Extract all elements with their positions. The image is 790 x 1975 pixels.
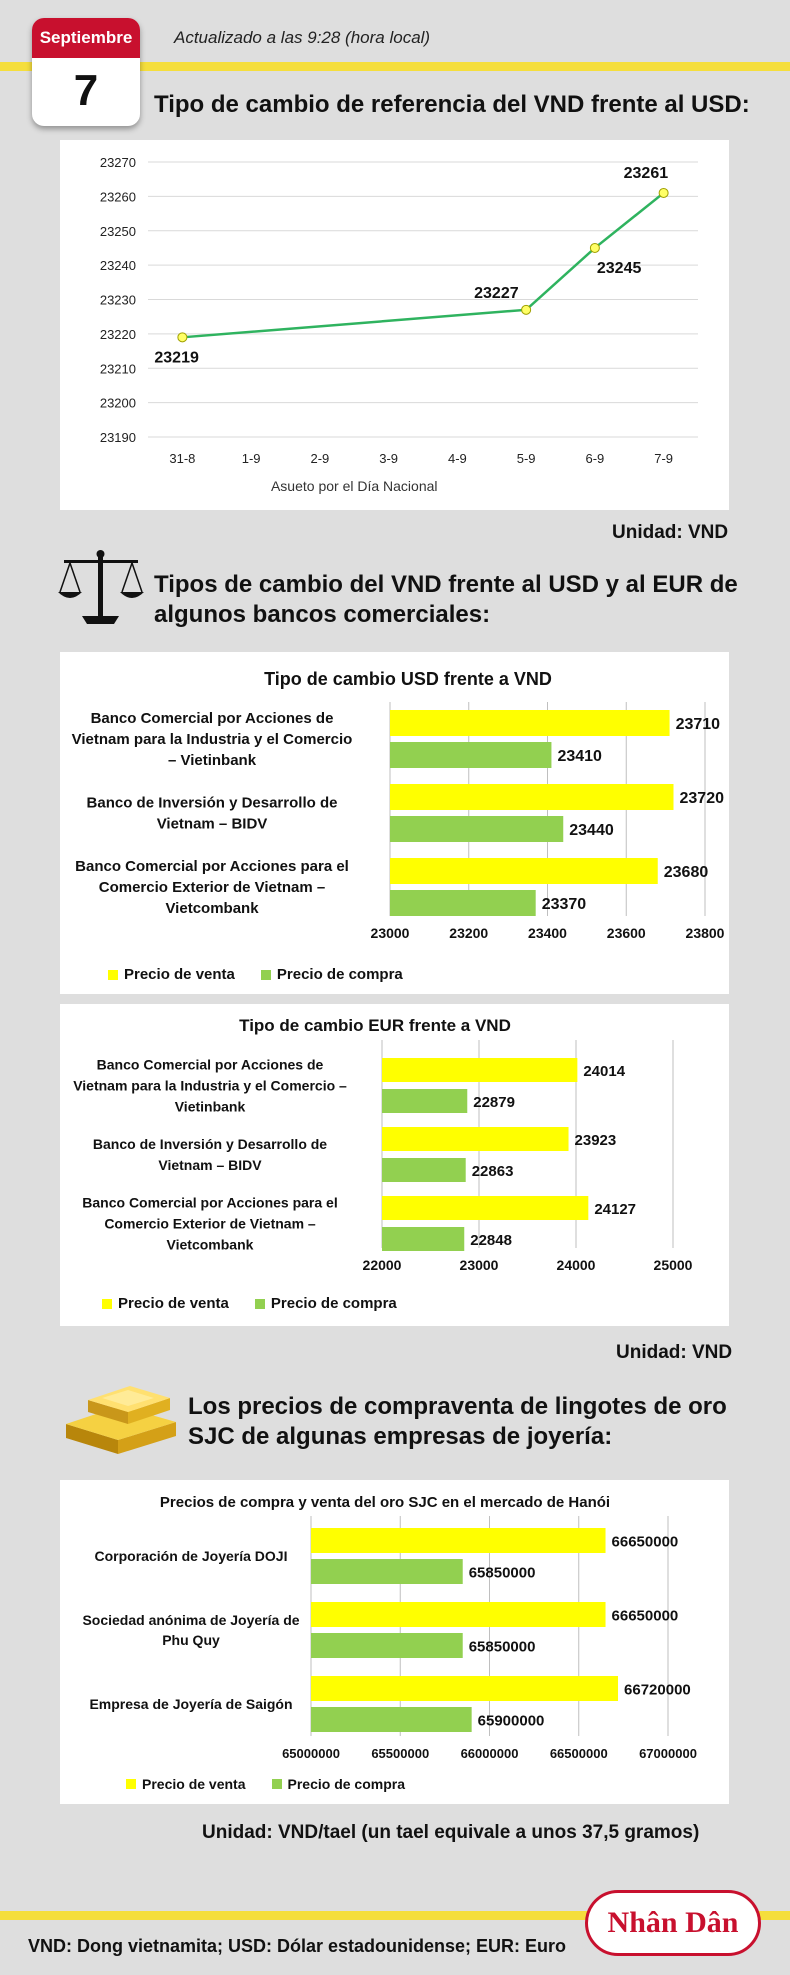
legend-buy (261, 966, 403, 983)
category-label: Vietnam para la Industria y el Comercio (71, 731, 353, 748)
legend-sell-label: Precio de venta (142, 1776, 246, 1792)
sell-bar (311, 1676, 618, 1701)
section3-title-line2: SJC de algunas empresas de joyería: (188, 1423, 613, 1450)
nhandan-logo: Nhân Dân (585, 1890, 761, 1956)
legend-sell-swatch (108, 970, 118, 980)
y-tick-label: 23260 (99, 189, 136, 205)
legend-sell-swatch (126, 1779, 136, 1789)
x-tick-label: 65500000 (371, 1746, 430, 1761)
section3-unit: Unidad: VND/tael (un tael equivale a unos 37,5 gramos) (202, 1822, 700, 1843)
rate-point (659, 188, 668, 197)
legend-buy (272, 1776, 406, 1792)
category-label: Vietcombank (166, 1236, 254, 1253)
eur-chart-legend (102, 1295, 397, 1312)
sell-bar (382, 1058, 577, 1082)
section2-unit: Unidad: VND (616, 1342, 733, 1363)
y-tick-label: 23250 (99, 223, 136, 239)
section2-title-line1: Tipos de cambio del VND frente al USD y al EUR de (154, 571, 738, 598)
data-label: 23410 (557, 748, 602, 765)
calendar-month: Septiembre (32, 18, 140, 58)
legend-buy (255, 1295, 397, 1312)
x-tick-label: 6-9 (585, 451, 605, 466)
buy-bar (382, 1158, 466, 1182)
chart-title: Tipo de cambio EUR frente a VND (239, 1016, 511, 1035)
sell-bar (382, 1196, 588, 1220)
buy-bar (311, 1707, 472, 1732)
y-tick-label: 23230 (99, 292, 136, 308)
category-label: Banco Comercial por Acciones de (96, 1056, 324, 1073)
category-label: Banco Comercial por Acciones para el (75, 858, 349, 875)
category-label: Vietcombank (165, 900, 259, 917)
sell-bar (311, 1602, 606, 1627)
data-label: 23219 (154, 349, 199, 367)
x-tick-label: 24000 (556, 1257, 596, 1273)
data-label: 24127 (594, 1201, 637, 1218)
gold-chart-legend (126, 1776, 405, 1792)
data-label: 23680 (663, 864, 709, 881)
category-label: Phu Quy (162, 1632, 220, 1648)
section2-title-line2: algunos bancos comerciales: (154, 601, 491, 628)
legend-sell-label: Precio de venta (124, 966, 235, 983)
category-label: Vietnam – BIDV (156, 815, 268, 833)
y-tick-label: 23210 (99, 361, 136, 377)
category-label: Banco de Inversión y Desarrollo de (86, 794, 338, 812)
data-label: 22848 (470, 1232, 512, 1249)
x-note-label: Asueto por el Día Nacional (270, 478, 438, 494)
data-label: 23923 (574, 1132, 617, 1149)
buy-bar (311, 1633, 463, 1658)
eur-bank-bar-chart (60, 1004, 729, 1326)
section3-title-line1: Los precios de compraventa de lingotes de oro (188, 1393, 727, 1420)
data-label: 65900000 (477, 1712, 545, 1730)
data-label: 23227 (474, 284, 519, 302)
category-label: Vietnam para la Industria y el Comercio – (73, 1077, 347, 1094)
category-label: Comercio Exterior de Vietnam – (104, 1215, 316, 1232)
data-label: 23370 (541, 896, 587, 913)
data-label: 65850000 (468, 1638, 536, 1656)
category-label: Corporación de Joyería DOJI (94, 1548, 288, 1564)
legend-buy-label: Precio de compra (287, 1776, 405, 1792)
x-tick-label: 3-9 (379, 451, 399, 466)
category-label: Vietnam – BIDV (158, 1157, 262, 1173)
legend-sell-swatch (102, 1299, 112, 1309)
data-label: 66650000 (611, 1533, 679, 1551)
data-label: 23720 (679, 790, 724, 807)
category-label: Banco de Inversión y Desarrollo de (92, 1136, 328, 1152)
sell-bar (390, 784, 674, 810)
data-label: 22879 (473, 1094, 515, 1111)
category-label: Comercio Exterior de Vietnam – (98, 879, 326, 896)
category-label: Vietinbank (174, 1098, 246, 1115)
legend-sell (108, 966, 235, 983)
sell-bar (390, 858, 658, 884)
reference-rate-line-chart (60, 140, 729, 510)
x-tick-label: 23200 (449, 925, 489, 941)
section1-title: Tipo de cambio de referencia del VND frente al USD: (154, 91, 750, 118)
buy-bar (390, 742, 551, 768)
x-tick-label: 23400 (528, 925, 567, 941)
reference-rate-chart-panel (60, 140, 729, 510)
scale-icon (56, 548, 146, 633)
buy-bar (382, 1227, 464, 1251)
data-label: 66650000 (611, 1607, 679, 1625)
x-tick-label: 23800 (685, 925, 725, 941)
y-tick-label: 23270 (99, 155, 136, 170)
x-tick-label: 22000 (362, 1257, 402, 1273)
section1-unit: Unidad: VND (612, 522, 729, 543)
data-label: 65850000 (468, 1564, 536, 1582)
sell-bar (382, 1127, 569, 1151)
y-tick-label: 23240 (99, 258, 136, 274)
chart-title: Precios de compra y venta del oro SJC en el mercado de Hanói (159, 1494, 611, 1511)
usd-bank-bar-chart (60, 652, 729, 994)
rate-point (590, 243, 599, 252)
x-tick-label: 23000 (370, 925, 410, 941)
date-calendar-badge (32, 18, 140, 126)
category-label: – Vietinbank (167, 752, 257, 769)
legend-buy-label: Precio de compra (276, 966, 403, 983)
y-tick-label: 23220 (99, 326, 136, 342)
x-tick-label: 23000 (459, 1257, 499, 1273)
x-tick-label: 66000000 (460, 1746, 519, 1761)
buy-bar (390, 816, 563, 842)
usd-bank-chart-panel (60, 652, 729, 994)
legend-sell (102, 1295, 229, 1312)
section3-title (188, 1392, 727, 1452)
x-tick-label: 31-8 (169, 451, 196, 466)
footer-abbreviations: VND: Dong vietnamita; USD: Dólar estadounidense; EUR: Euro (28, 1936, 567, 1956)
chart-title: Tipo de cambio USD frente a VND (264, 669, 552, 689)
updated-time: Actualizado a las 9:28 (hora local) (174, 28, 431, 47)
data-label: 22863 (471, 1163, 514, 1180)
rate-point (522, 305, 531, 314)
category-label: Empresa de Joyería de Saigón (89, 1696, 293, 1712)
category-label: Banco Comercial por Acciones para el (82, 1194, 338, 1211)
x-tick-label: 65000000 (282, 1746, 340, 1761)
eur-bank-chart-panel (60, 1004, 729, 1326)
x-tick-label: 5-9 (516, 451, 536, 466)
x-tick-label: 4-9 (447, 451, 467, 466)
x-tick-label: 7-9 (654, 451, 674, 466)
x-tick-label: 25000 (653, 1257, 693, 1273)
data-label: 24014 (583, 1063, 626, 1080)
legend-sell-label: Precio de venta (118, 1295, 229, 1312)
calendar-day: 7 (73, 66, 99, 115)
buy-bar (382, 1089, 467, 1113)
x-tick-label: 23600 (606, 925, 646, 941)
section2-title (154, 570, 738, 630)
buy-bar (390, 890, 536, 916)
y-tick-label: 23190 (99, 430, 136, 445)
data-label: 23261 (623, 164, 669, 182)
x-tick-label: 66500000 (549, 1746, 608, 1761)
x-tick-label: 67000000 (639, 1746, 697, 1761)
gold-price-bar-chart (60, 1480, 729, 1804)
data-label: 66720000 (624, 1681, 691, 1699)
data-label: 23710 (675, 716, 721, 733)
legend-buy-swatch (261, 970, 271, 980)
usd-chart-legend (108, 966, 403, 983)
sell-bar (311, 1528, 606, 1553)
rate-point (178, 333, 187, 342)
y-tick-label: 23200 (99, 395, 136, 411)
category-label: Sociedad anónima de Joyería de (82, 1612, 300, 1628)
gold-bars-icon (58, 1378, 182, 1463)
gold-price-chart-panel (60, 1480, 729, 1804)
buy-bar (311, 1559, 463, 1584)
x-tick-label: 1-9 (241, 451, 261, 466)
sell-bar (390, 710, 670, 736)
legend-buy-swatch (272, 1779, 282, 1789)
x-tick-label: 2-9 (310, 451, 330, 466)
data-label: 23245 (596, 259, 642, 277)
legend-buy-label: Precio de compra (270, 1295, 397, 1312)
data-label: 23440 (569, 822, 614, 839)
legend-sell (126, 1776, 246, 1792)
category-label: Banco Comercial por Acciones de (90, 710, 334, 727)
legend-buy-swatch (255, 1299, 265, 1309)
